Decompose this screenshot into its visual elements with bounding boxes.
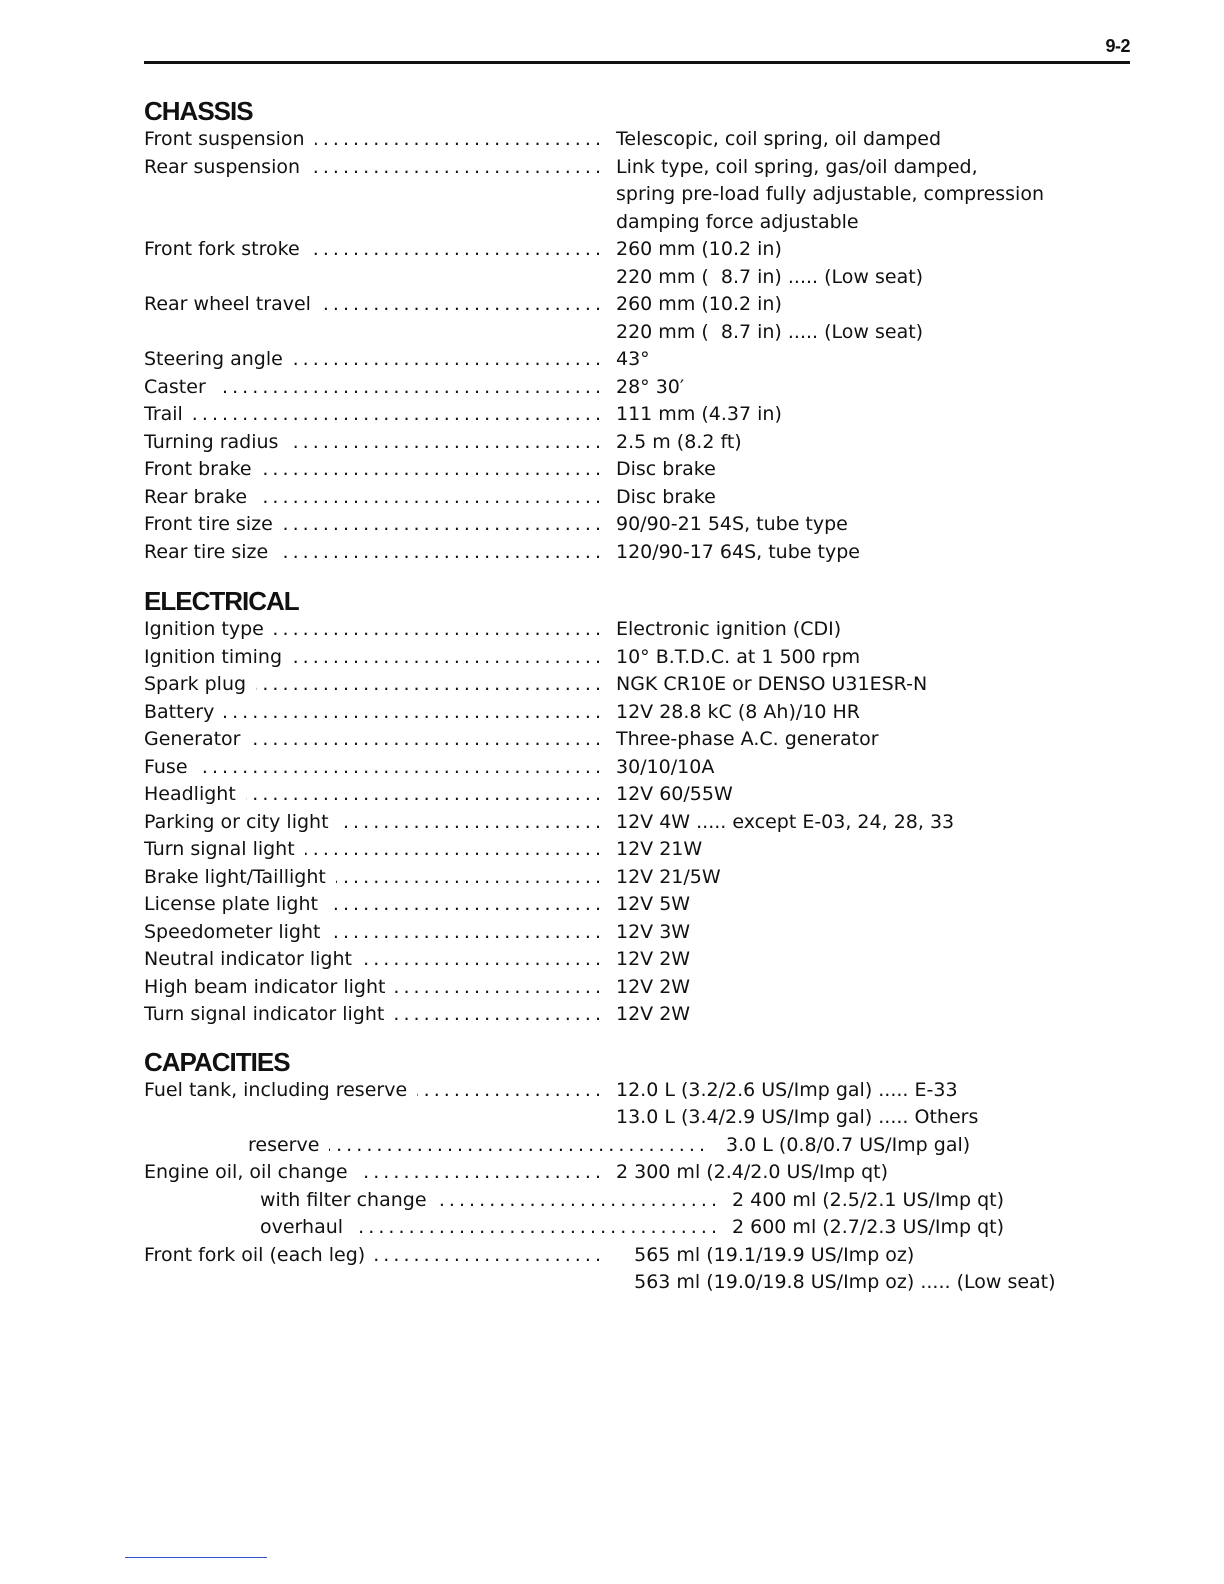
spec-label: Steering angle	[144, 348, 283, 370]
spec-value: damping force adjustable	[616, 210, 859, 233]
spec-label: License plate light	[144, 893, 318, 915]
spec-value: 563 ml (19.0/19.8 US/Imp oz) ..... (Low seat)	[616, 1271, 1056, 1293]
spec-row-turning-radius	[144, 429, 1130, 457]
spec-row-rear-tire-size	[144, 539, 1130, 567]
spec-content	[144, 96, 1130, 1297]
spec-label: Trail	[144, 403, 183, 425]
spec-value: 220 mm ( 8.7 in) ..... (Low seat)	[616, 320, 924, 343]
spec-row-rear-wheel-travel	[144, 291, 1130, 346]
spec-row-turn-signal-light	[144, 836, 1130, 864]
spec-value: 90/90-21 54S, tube type	[616, 513, 848, 535]
spec-row-front-fork-stroke	[144, 236, 1130, 291]
spec-label: Neutral indicator light	[144, 948, 352, 970]
spec-label: Turn signal indicator light	[144, 1003, 385, 1025]
spec-row-trail	[144, 401, 1130, 429]
spec-row-neutral-indicator-light	[144, 946, 1130, 974]
spec-label: Rear tire size	[144, 540, 269, 563]
spec-value: 12V 2W	[616, 1003, 691, 1025]
spec-value: Three-phase A.C. generator	[616, 728, 879, 750]
spec-row-front-brake	[144, 456, 1130, 484]
spec-label: Spark plug	[144, 673, 247, 695]
page-number: 9-2	[1105, 36, 1130, 56]
spec-value: 565 ml (19.1/19.9 US/Imp oz)	[616, 1243, 915, 1266]
spec-row-caster	[144, 374, 1130, 402]
spec-value: 2.5 m (8.2 ft)	[616, 430, 742, 453]
spec-value: 28° 30′	[616, 375, 685, 398]
spec-label: Caster	[144, 375, 206, 398]
spec-value: 120/90-17 64S, tube type	[616, 540, 860, 563]
spec-label: Turn signal light	[144, 838, 295, 860]
spec-label: Parking or city light	[144, 810, 329, 833]
spec-value: 30/10/10A	[616, 755, 715, 778]
spec-value: 13.0 L (3.4/2.9 US/Imp gal) ..... Others	[616, 1106, 979, 1128]
spec-value: 3.0 L (0.8/0.7 US/Imp gal)	[720, 1133, 971, 1156]
spec-row-engine-oil-change	[144, 1159, 1130, 1187]
spec-value: 260 mm (10.2 in)	[616, 238, 782, 260]
spec-row-front-tire-size	[144, 511, 1130, 539]
spec-label: Fuel tank, including reserve	[144, 1078, 408, 1101]
spec-value: NGK CR10E or DENSO U31ESR-N	[616, 673, 928, 695]
spec-row-steering-angle	[144, 346, 1130, 374]
spec-label: High beam indicator light	[144, 975, 386, 998]
spec-value: 12V 3W	[616, 920, 691, 943]
spec-label: Rear brake	[144, 485, 248, 508]
spec-row-rear-suspension	[144, 154, 1130, 237]
spec-label: Front fork stroke	[144, 238, 300, 260]
spec-label: Brake light/Taillight	[144, 865, 326, 888]
spec-value: 43°	[616, 348, 650, 370]
spec-label: reserve	[248, 1133, 320, 1156]
spec-value: 12V 21/5W	[616, 865, 721, 888]
spec-row-fuel-reserve	[144, 1132, 1130, 1160]
spec-value: 12V 4W ..... except E-03, 24, 28, 33	[616, 810, 955, 833]
spec-value: 12V 28.8 kC (8 Ah)/10 HR	[616, 700, 860, 723]
footer-rule	[125, 1557, 267, 1558]
spec-row-turn-signal-indicator-light	[144, 1001, 1130, 1029]
spec-label: Rear suspension	[144, 155, 301, 178]
spec-value: 2 300 ml (2.4/2.0 US/Imp qt)	[616, 1161, 889, 1183]
spec-value: 10° B.T.D.C. at 1 500 rpm	[616, 645, 861, 668]
spec-value: 12V 5W	[616, 893, 691, 915]
spec-value: 12V 2W	[616, 975, 691, 998]
spec-row-generator	[144, 726, 1130, 754]
spec-row-high-beam-indicator-light	[144, 974, 1130, 1002]
spec-label: Battery	[144, 700, 215, 723]
spec-label: Ignition type	[144, 618, 264, 640]
spec-label: overhaul	[260, 1216, 344, 1238]
section-gap	[144, 1029, 1130, 1047]
spec-row-rear-brake	[144, 484, 1130, 512]
spec-value: Disc brake	[616, 485, 716, 508]
spec-value: spring pre-load fully adjustable, compression	[616, 183, 1045, 205]
spec-value: Disc brake	[616, 458, 716, 480]
header-rule	[144, 61, 1130, 64]
spec-value: 260 mm (10.2 in)	[616, 293, 782, 315]
spec-label: Generator	[144, 728, 241, 750]
section-title-chassis: CHASSIS	[144, 96, 253, 126]
spec-label: Front tire size	[144, 513, 273, 535]
spec-value: 12V 21W	[616, 838, 703, 860]
spec-label: Front suspension	[144, 128, 305, 150]
spec-row-fuse	[144, 754, 1130, 782]
spec-value: 12.0 L (3.2/2.6 US/Imp gal) ..... E-33	[616, 1078, 958, 1101]
spec-label: Headlight	[144, 783, 236, 805]
section-gap	[144, 566, 1130, 586]
spec-row-ignition-timing	[144, 644, 1130, 672]
spec-row-front-fork-oil	[144, 1242, 1130, 1297]
spec-label: Ignition timing	[144, 645, 283, 668]
spec-row-ignition-type	[144, 616, 1130, 644]
spec-row-headlight	[144, 781, 1130, 809]
spec-label: Rear wheel travel	[144, 293, 311, 315]
spec-value: Electronic ignition (CDI)	[616, 618, 842, 640]
spec-value: 2 600 ml (2.7/2.3 US/Imp qt)	[732, 1216, 1005, 1238]
spec-value: Link type, coil spring, gas/oil damped,	[616, 155, 978, 178]
spec-value: 12V 60/55W	[616, 783, 733, 805]
spec-label: Front brake	[144, 458, 252, 480]
spec-row-spark-plug	[144, 671, 1130, 699]
spec-row-engine-oil-overhaul	[144, 1214, 1130, 1242]
section-title-capacities: CAPACITIES	[144, 1046, 290, 1077]
spec-value: 111 mm (4.37 in)	[616, 403, 782, 425]
spec-label: Turning radius	[144, 430, 279, 453]
spec-row-battery	[144, 699, 1130, 727]
spec-row-brake-taillight	[144, 864, 1130, 892]
spec-row-front-suspension	[144, 126, 1130, 154]
spec-row-speedometer-light	[144, 919, 1130, 947]
spec-label: with filter change	[260, 1188, 427, 1211]
spec-value: 2 400 ml (2.5/2.1 US/Imp qt)	[732, 1188, 1005, 1211]
section-title-electrical: ELECTRICAL	[144, 586, 299, 616]
spec-label: Front fork oil (each leg)	[144, 1243, 366, 1266]
spec-row-fuel-tank	[144, 1077, 1130, 1132]
spec-row-parking-light	[144, 809, 1130, 837]
spec-row-engine-oil-filter-change	[144, 1187, 1130, 1215]
spec-value: 220 mm ( 8.7 in) ..... (Low seat)	[616, 265, 924, 288]
spec-label: Fuse	[144, 755, 188, 778]
spec-value: 12V 2W	[616, 948, 691, 970]
spec-value: Telescopic, coil spring, oil damped	[616, 128, 942, 150]
spec-label: Speedometer light	[144, 920, 321, 943]
spec-row-license-plate-light	[144, 891, 1130, 919]
spec-label: Engine oil, oil change	[144, 1161, 348, 1183]
